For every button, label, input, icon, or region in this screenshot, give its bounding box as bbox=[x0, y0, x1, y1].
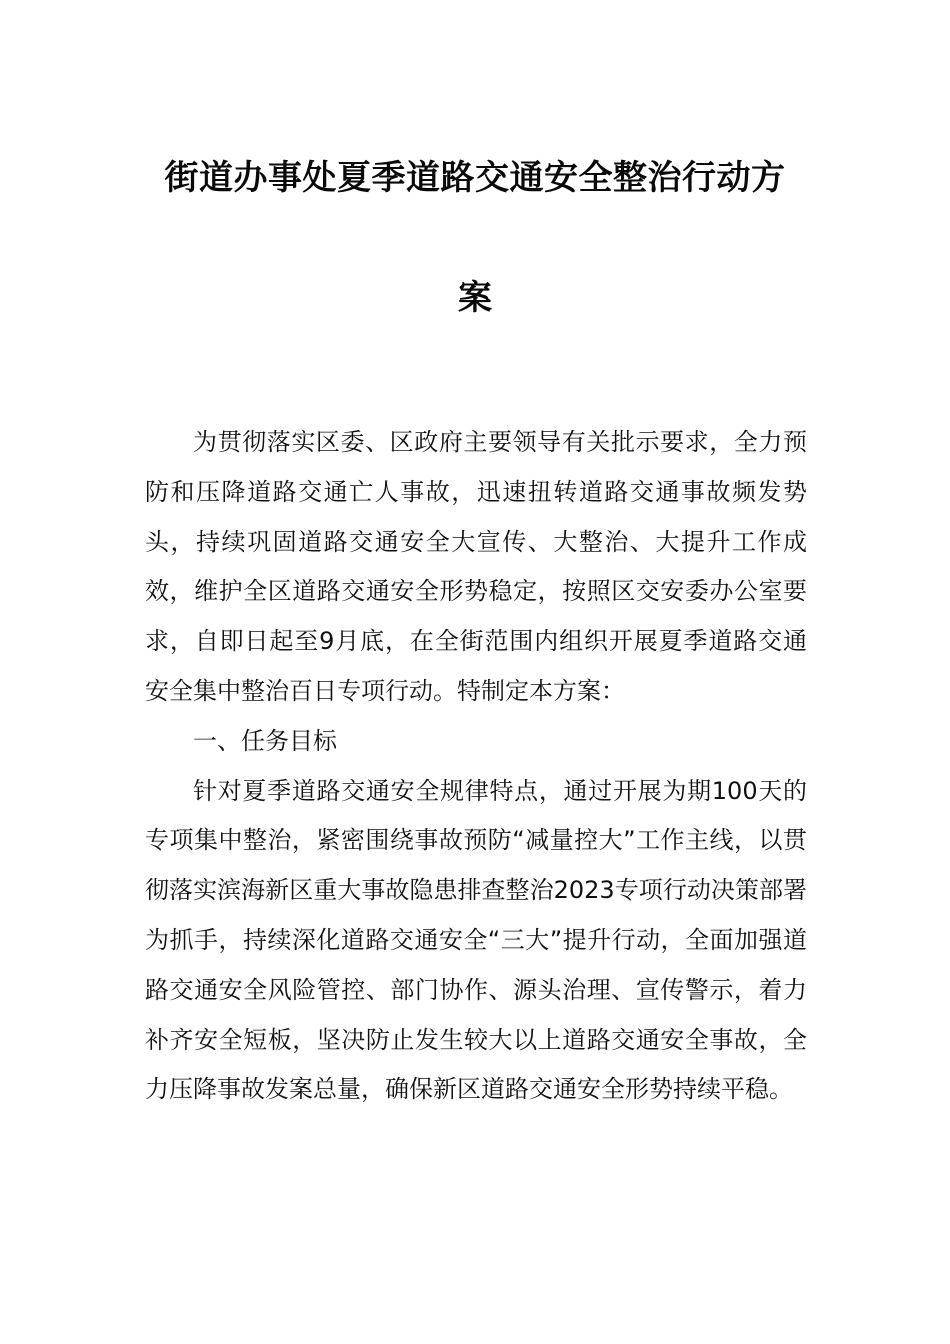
intro-paragraph: 为贯彻落实区委、区政府主要领导有关批示要求，全力预防和压降道路交通亡人事故，迅速扭转道路交通事故频发势头，持续巩固道路交通安全大宣传、大整治、大提升工作成效，维护全区道路交通安全形势稳定，按照区交安委办公室要求，自即日起至9月底，在全街范围内组织开展夏季道路交通安全集中整治百日专项行动。特制定本方案： bbox=[145, 428, 807, 705]
document-body bbox=[145, 418, 807, 1115]
task-goals-paragraph: 针对夏季道路交通安全规律特点，通过开展为期100天的专项集中整治，紧密围绕事故预防“减量控大”工作主线，以贯彻落实滨海新区重大事故隐患排查整治2023专项行动决策部署为抓手，持续深化道路交通安全“三大”提升行动，全面加强道路交通安全风险管控、部门协作、源头治理、宣传警示，着力补齐安全短板，坚决防止发生较大以上道路交通安全事故，全力压降事故发案总量，确保新区道路交通安全形势持续平稳。 bbox=[145, 776, 807, 1104]
section-heading-task-goals: 一、任务目标 bbox=[193, 726, 337, 755]
document-title-line2: 案 bbox=[458, 278, 492, 318]
document-title-line1: 街道办事处夏季道路交通安全整治行动方 bbox=[164, 158, 786, 198]
